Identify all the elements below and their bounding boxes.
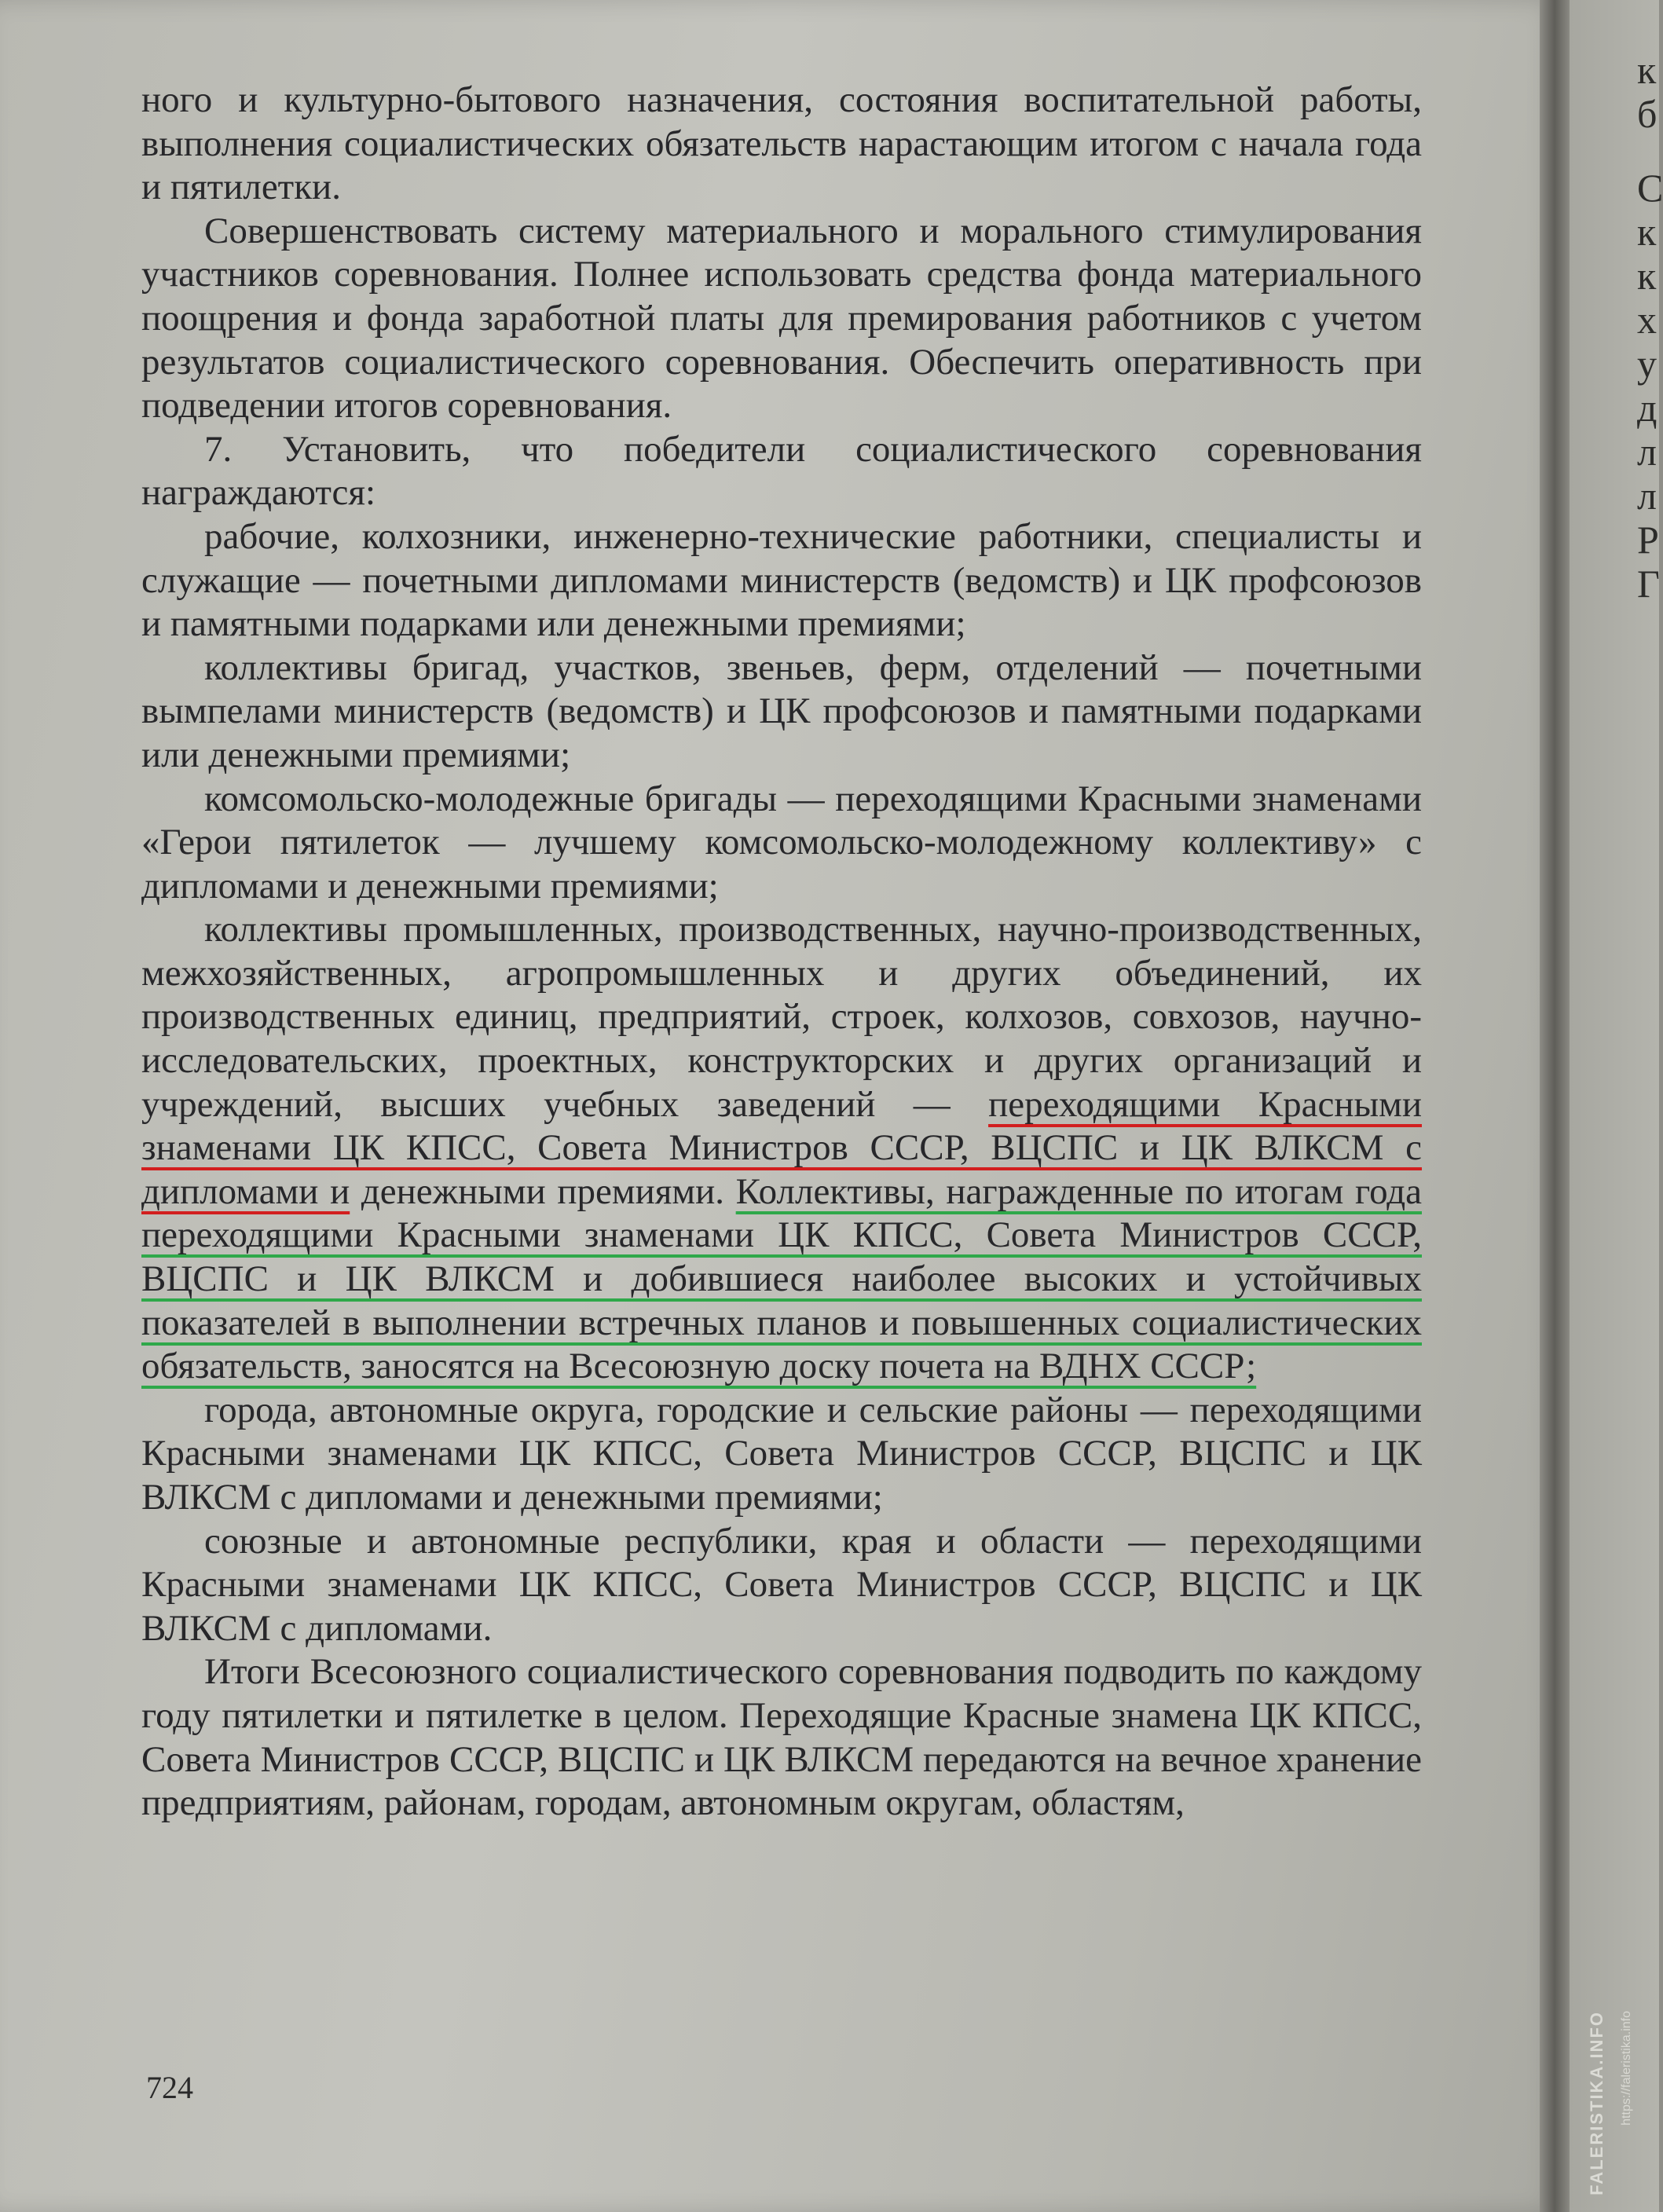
next-page-letter: х	[1637, 298, 1657, 342]
paragraph: 7. Установить, что победители социалистического соревнования награждаются:	[141, 428, 1422, 514]
page-number: 724	[146, 2070, 193, 2105]
next-page-letter: л	[1637, 430, 1657, 474]
next-page-letter: Р	[1637, 518, 1659, 562]
collectives-text-middle: денежными премиями.	[350, 1170, 736, 1212]
collectives-paragraph	[141, 908, 1422, 1389]
next-page-letter: к	[1637, 48, 1657, 92]
page-body-text	[141, 79, 1422, 1826]
next-page-letter: Г	[1637, 562, 1660, 606]
paragraph: города, автономные округа, городские и сельские районы — переходящими Красными знаменами ЦК КПСС, Совета Министров СССР, ВЦСПС и ЦК ВЛКСМ с дипломами и денежными премиями;	[141, 1389, 1422, 1518]
next-page-edge	[1570, 0, 1663, 2212]
next-page-letter: у	[1637, 342, 1657, 386]
book-gutter	[1540, 0, 1570, 2212]
paragraph: союзные и автономные республики, края и области — переходящими Красными знаменами ЦК КПСС, Совета Министров СССР, ВЦСПС и ЦК ВЛКСМ с дипломами.	[141, 1520, 1422, 1649]
site-watermark-url: https://faleristika.info	[1620, 2011, 1633, 2126]
paragraph: Итоги Всесоюзного социалистического соревнования подводить по каждому году пятилетки и пятилетке в целом. Переходящие Красные знамена ЦК КПСС, Совета Министров СССР, ВЦСПС и ЦК ВЛКСМ передаются на вечное хранение предприятиям, районам, городам, автономным округам, областям,	[141, 1651, 1422, 1824]
site-watermark: FALERISTIKA.INFO	[1587, 2011, 1606, 2196]
paragraph: рабочие, колхозники, инженерно-технические работники, специалисты и служащие — почетными дипломами министерств (ведомств) и ЦК профсоюзов и памятными подарками или денежными премиями;	[141, 515, 1422, 645]
next-page-letter: к	[1637, 210, 1657, 254]
next-page-letter: д	[1637, 386, 1658, 430]
next-page-letter: С	[1637, 166, 1663, 210]
next-page-letter: к	[1637, 254, 1657, 298]
green-underlined-passage: Коллективы, награжденные по итогам года переходящими Красными знаменами ЦК КПСС, Совета Министров СССР, ВЦСПС и ЦК ВЛКСМ и добившиеся наиболее высоких и устойчивых показателей в выполнении встречных планов и повышенных социалистических обязательств, заносятся на Всесоюзную доску почета на ВДНХ СССР;	[141, 1170, 1422, 1387]
red-underlined-passage: переходящими Красными знаменами ЦК КПСС, Совета Министров СССР, ВЦСПС и ЦК ВЛКСМ с дипломами и	[141, 1083, 1422, 1212]
next-page-letter: б	[1637, 92, 1658, 136]
next-page-letter: л	[1637, 474, 1657, 518]
paragraph: ного и культурно-бытового назначения, состояния воспитательной работы, выполнения социалистических обязательств нарастающим итогом с начала года и пятилетки.	[141, 79, 1422, 208]
paragraph: коллективы бригад, участков, звеньев, ферм, отделений — почетными вымпелами министерств (ведомств) и ЦК профсоюзов и памятными подарками или денежными премиями;	[141, 646, 1422, 775]
paragraph: комсомольско-молодежные бригады — переходящими Красными знаменами «Герои пятилеток — лучшему комсомольско-молодежному коллективу» с дипломами и денежными премиями;	[141, 778, 1422, 906]
paragraph: Совершенствовать систему материального и морального стимулирования участников соревнования. Полнее использовать средства фонда материального поощрения и фонда заработной платы для премирования работников с учетом результатов социалистического соревнования. Обеспечить оперативность при подведении итогов соревнования.	[141, 210, 1422, 427]
collectives-text: коллективы промышленных, производственных, научно-производственных, межхозяйственных, агропромышленных и других объединений, их производственных единиц, предприятий, строек, колхозов, совхозов, научно-исследовательских, проектных, конструкторских и других организаций и учреждений, высших учебных заведений —	[141, 909, 1422, 1125]
